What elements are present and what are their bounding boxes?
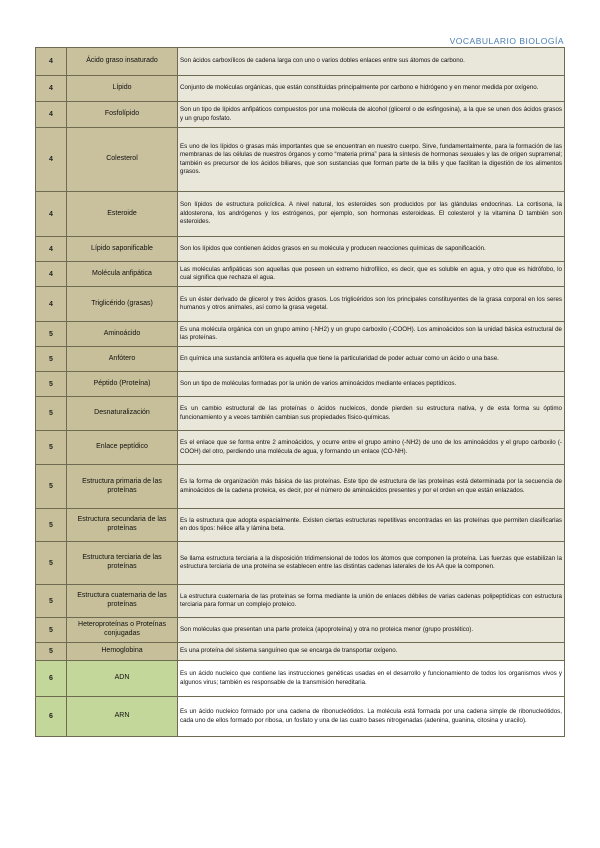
definition-cell: Es la forma de organización más básica de las proteínas. Este tipo de estructura de las proteínas está determinada por la secuencia de aminoácidos de la cadena proteica, es decir, por el número de aminoácidos presentes y por el orden en que están enlazados.	[178, 465, 565, 509]
unit-cell: 5	[36, 465, 67, 509]
definition-cell: Es una molécula orgánica con un grupo amino (-NH2) y un grupo carboxilo (-COOH). Los aminoácidos son la unidad básica estructural de las proteínas.	[178, 322, 565, 347]
definition-cell: Es un ácido nucleico formado por una cadena de ribonucleótidos. La molécula está formada por una cadena simple de ribonucleótidos, cada uno de ellos formado por ribosa, un fosfato y una de las cuatro bases nitrogenadas (adenina, guanina, citosina y uracilo).	[178, 697, 565, 737]
unit-cell: 5	[36, 397, 67, 431]
term-cell: Estructura primaria de las proteínas	[67, 465, 178, 509]
term-cell: Anfótero	[67, 347, 178, 372]
unit-cell: 4	[36, 128, 67, 192]
unit-cell: 5	[36, 585, 67, 618]
table-row	[36, 618, 565, 643]
definition-cell: Las moléculas anfipáticas son aquellas que poseen un extremo hidrofílico, es decir, que es soluble en agua, y otro que es hidrófobo, lo cual significa que rechaza el agua.	[178, 262, 565, 287]
term-cell: Molécula anfipática	[67, 262, 178, 287]
definition-cell: Es la estructura que adopta espacialmente. Existen ciertas estructuras repetitivas encontradas en las proteínas que permiten clasificarlas en dos tipos: hélice alfa y lámina beta.	[178, 509, 565, 542]
definition-cell: En química una sustancia anfótera es aquella que tiene la particularidad de poder actuar como un ácido o una base.	[178, 347, 565, 372]
table-row	[36, 397, 565, 431]
term-cell: Estructura secundaria de las proteínas	[67, 509, 178, 542]
table-row	[36, 76, 565, 102]
term-cell: Lípido saponificable	[67, 237, 178, 262]
definition-cell: Es uno de los lípidos o grasas más importantes que se encuentran en nuestro cuerpo. Sirve, fundamentalmente, para la formación de las membranas de las células de nuestros órganos y como “materia prima” para la síntesis de hormonas sexuales y las de origen suprarrenal; también es precursor de los ácidos biliares, que son sustancias que forman parte de la bilis y que facilitan la digestión de los alimentos grasos.	[178, 128, 565, 192]
table-row	[36, 128, 565, 192]
term-cell: Estructura cuaternaria de las proteínas	[67, 585, 178, 618]
definition-cell: Es un ácido nucleico que contiene las instrucciones genéticas usadas en el desarrollo y funcionamiento de todos los organismos vivos y algunos virus; también es responsable de la transmisión hereditaria.	[178, 661, 565, 697]
unit-cell: 4	[36, 102, 67, 128]
unit-cell: 6	[36, 661, 67, 697]
definition-cell: Son moléculas que presentan una parte proteica (apoproteína) y otra no proteica menor (grupo prostético).	[178, 618, 565, 643]
term-cell: Colesterol	[67, 128, 178, 192]
term-cell: Ácido graso insaturado	[67, 48, 178, 76]
term-cell: ARN	[67, 697, 178, 737]
term-cell: Triglicérido (grasas)	[67, 287, 178, 322]
term-cell: Fosfolípido	[67, 102, 178, 128]
definition-cell: Conjunto de moléculas orgánicas, que están constituidas principalmente por carbono e hidrógeno y en menor medida por oxígeno.	[178, 76, 565, 102]
unit-cell: 6	[36, 697, 67, 737]
unit-cell: 5	[36, 509, 67, 542]
unit-cell: 5	[36, 431, 67, 465]
table-row	[36, 465, 565, 509]
term-cell: Péptido (Proteína)	[67, 372, 178, 397]
term-cell: ADN	[67, 661, 178, 697]
vocabulary-table	[35, 47, 565, 737]
term-cell: Esteroide	[67, 192, 178, 237]
table-row	[36, 237, 565, 262]
unit-cell: 5	[36, 372, 67, 397]
term-cell: Desnaturalización	[67, 397, 178, 431]
definition-cell: Son un tipo de lípidos anfipáticos compuestos por una molécula de alcohol (glicerol o de esfingosina), a la que se unen dos ácidos grasos y un grupo fosfato.	[178, 102, 565, 128]
table-row	[36, 48, 565, 76]
table-row	[36, 322, 565, 347]
unit-cell: 5	[36, 347, 67, 372]
table-row	[36, 509, 565, 542]
unit-cell: 4	[36, 192, 67, 237]
definition-cell: Son lípidos de estructura policíclica. A nivel natural, los esteroides son producidos por las glándulas endocrinas. La cortisona, la aldosterona, los andrógenos y los estrógenos, por ejemplo, son hormonas esteroideas. El colesterol y la vitamina D también son esteroides.	[178, 192, 565, 237]
table-row	[36, 192, 565, 237]
term-cell: Enlace peptídico	[67, 431, 178, 465]
definition-cell: Es el enlace que se forma entre 2 aminoácidos, y ocurre entre el grupo amino (-NH2) de uno de los aminoácidos y el grupo carboxilo (-COOH) del otro, perdiendo una molécula de agua, y formando un enlace (CO-NH).	[178, 431, 565, 465]
table-row	[36, 585, 565, 618]
unit-cell: 4	[36, 287, 67, 322]
definition-cell: Son un tipo de moléculas formadas por la unión de varios aminoácidos mediante enlaces peptídicos.	[178, 372, 565, 397]
definition-cell: Son ácidos carboxílicos de cadena larga con uno o varios dobles enlaces entre sus átomos de carbono.	[178, 48, 565, 76]
definition-cell: Es un éster derivado de glicerol y tres ácidos grasos. Los triglicéridos son los principales constituyentes de la grasa corporal en los seres humanos y otros animales, así como la grasa vegetal.	[178, 287, 565, 322]
page-header: VOCABULARIO BIOLOGÍA	[449, 36, 564, 46]
table-row	[36, 431, 565, 465]
table-row	[36, 347, 565, 372]
table-row	[36, 661, 565, 697]
definition-cell: La estructura cuaternaria de las proteínas se forma mediante la unión de enlaces débiles de varias cadenas polipeptídicas con estructura terciaria para formar un complejo proteico.	[178, 585, 565, 618]
unit-cell: 4	[36, 48, 67, 76]
term-cell: Lípido	[67, 76, 178, 102]
unit-cell: 4	[36, 76, 67, 102]
table-row	[36, 262, 565, 287]
unit-cell: 4	[36, 237, 67, 262]
unit-cell: 5	[36, 643, 67, 661]
term-cell: Estructura terciaria de las proteínas	[67, 542, 178, 585]
definition-cell: Se llama estructura terciaria a la disposición tridimensional de todos los átomos que componen la proteína. Las fuerzas que estabilizan la estructura terciaria de una proteína se establecen entre las distintas cadenas laterales de los AA que la componen.	[178, 542, 565, 585]
term-cell: Heteroproteínas o Proteínas conjugadas	[67, 618, 178, 643]
unit-cell: 5	[36, 618, 67, 643]
table-row	[36, 542, 565, 585]
definition-cell: Son los lípidos que contienen ácidos grasos en su molécula y producen reacciones químicas de saponificación.	[178, 237, 565, 262]
unit-cell: 5	[36, 322, 67, 347]
definition-cell: Es un cambio estructural de las proteínas o ácidos nucleicos, donde pierden su estructura nativa, y de esta forma su óptimo funcionamiento y a veces también cambian sus propiedades físico-químicas.	[178, 397, 565, 431]
term-cell: Hemoglobina	[67, 643, 178, 661]
table-row	[36, 372, 565, 397]
table-row	[36, 697, 565, 737]
unit-cell: 5	[36, 542, 67, 585]
table-row	[36, 287, 565, 322]
term-cell: Aminoácido	[67, 322, 178, 347]
unit-cell: 4	[36, 262, 67, 287]
table-row	[36, 102, 565, 128]
definition-cell: Es una proteína del sistema sanguíneo que se encarga de transportar oxígeno.	[178, 643, 565, 661]
table-row	[36, 643, 565, 661]
